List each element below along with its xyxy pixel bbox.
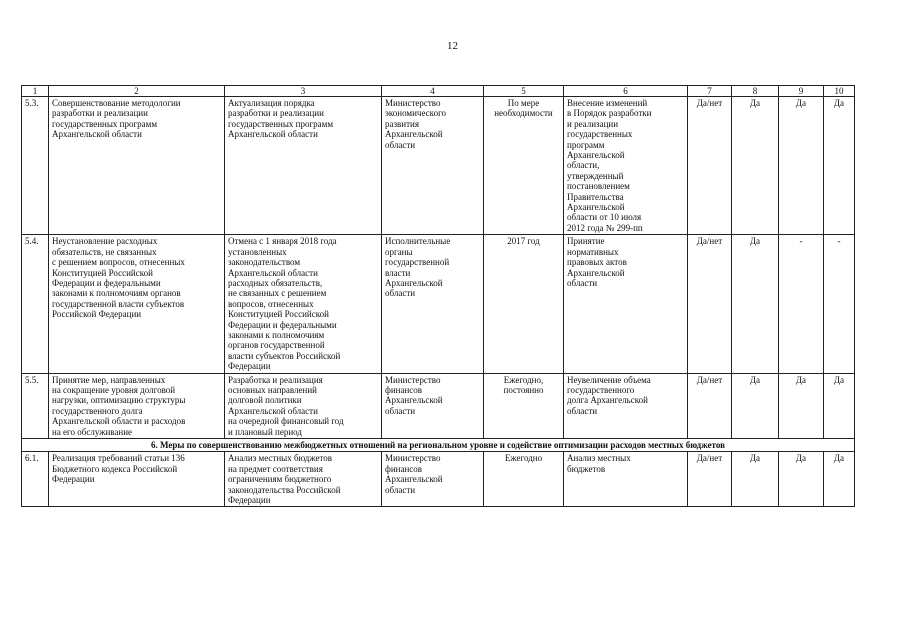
table-body (22, 86, 855, 439)
column-number: 6 (564, 86, 688, 97)
column-number: 5 (484, 86, 564, 97)
term-cell: Ежегодно (484, 452, 564, 507)
measure-cell: Неустановление расходных обязательств, не связанных с решением вопросов, отнесенных Конституцией Российской Федерации и федеральными законами к полномочиям органов государственной власти субъектов Российской Федерации (49, 235, 225, 373)
indicator-cell-8: Да (732, 97, 779, 235)
indicator-cell-10: Да (824, 373, 855, 438)
indicator-cell-9: Да (779, 452, 824, 507)
measure-cell: Совершенствование методологии разработки и реализации государственных программ Архангельской области (49, 97, 225, 235)
table-row (22, 373, 855, 438)
measures-table (21, 85, 855, 507)
measure-cell: Реализация требований статьи 136 Бюджетного кодекса Российской Федерации (49, 452, 225, 507)
indicator-cell-7: Да/нет (688, 235, 732, 373)
page-number: 12 (447, 40, 458, 52)
action-cell: Отмена с 1 января 2018 года установленных законодательством Архангельской области расходных обязательств, не связанных с решением вопросов, отнесенных Конституцией Российской Федерации и федеральными законами к полномочиям органов государственной власти субъектов Российской Федерации (225, 235, 382, 373)
column-number: 2 (49, 86, 225, 97)
executor-cell: Министерство финансов Архангельской области (382, 373, 484, 438)
column-number: 10 (824, 86, 855, 97)
indicator-cell-10: Да (824, 452, 855, 507)
column-number: 7 (688, 86, 732, 97)
section-title: 6. Меры по совершенствованию межбюджетных отношений на региональном уровне и содействие оптимизации расходов местных бюджетов (22, 439, 855, 452)
executor-cell: Исполнительные органы государственной власти Архангельской области (382, 235, 484, 373)
indicator-cell-7: Да/нет (688, 97, 732, 235)
term-cell: 2017 год (484, 235, 564, 373)
action-cell: Анализ местных бюджетов на предмет соответствия ограничениям бюджетного законодательства Российской Федерации (225, 452, 382, 507)
indicator-cell-7: Да/нет (688, 373, 732, 438)
term-cell: По мере необходимости (484, 97, 564, 235)
column-number: 8 (732, 86, 779, 97)
result-cell: Принятие нормативных правовых актов Архангельской области (564, 235, 688, 373)
indicator-cell-10: Да (824, 97, 855, 235)
column-number: 3 (225, 86, 382, 97)
indicator-cell-7: Да/нет (688, 452, 732, 507)
table-row (22, 452, 855, 507)
indicator-cell-10: - (824, 235, 855, 373)
item-number-cell: 5.5. (22, 373, 49, 438)
section-row (22, 439, 855, 452)
executor-cell: Министерство экономического развития Архангельской области (382, 97, 484, 235)
item-number-cell: 6.1. (22, 452, 49, 507)
result-cell: Неувеличение объема государственного долга Архангельской области (564, 373, 688, 438)
executor-cell: Министерство финансов Архангельской области (382, 452, 484, 507)
action-cell: Актуализация порядка разработки и реализации государственных программ Архангельской области (225, 97, 382, 235)
column-number: 4 (382, 86, 484, 97)
indicator-cell-9: Да (779, 97, 824, 235)
measure-cell: Принятие мер, направленных на сокращение уровня долговой нагрузки, оптимизацию структуры государственного долга Архангельской области и расходов на его обслуживание (49, 373, 225, 438)
result-cell: Анализ местных бюджетов (564, 452, 688, 507)
item-number-cell: 5.4. (22, 235, 49, 373)
column-number: 1 (22, 86, 49, 97)
indicator-cell-8: Да (732, 235, 779, 373)
indicator-cell-8: Да (732, 452, 779, 507)
result-cell: Внесение изменений в Порядок разработки и реализации государственных программ Архангельской области, утвержденный постановлением Правительства Архангельской области от 10 июля 2012 года № 299-пп (564, 97, 688, 235)
action-cell: Разработка и реализация основных направлений долговой политики Архангельской области на очередной финансовый год и плановый период (225, 373, 382, 438)
term-cell: Ежегодно, постоянно (484, 373, 564, 438)
column-numbers-row (22, 86, 855, 97)
column-number: 9 (779, 86, 824, 97)
indicator-cell-8: Да (732, 373, 779, 438)
table-row (22, 235, 855, 373)
table-body (22, 452, 855, 507)
item-number-cell: 5.3. (22, 97, 49, 235)
table-row (22, 97, 855, 235)
indicator-cell-9: - (779, 235, 824, 373)
indicator-cell-9: Да (779, 373, 824, 438)
section-header (22, 439, 855, 452)
